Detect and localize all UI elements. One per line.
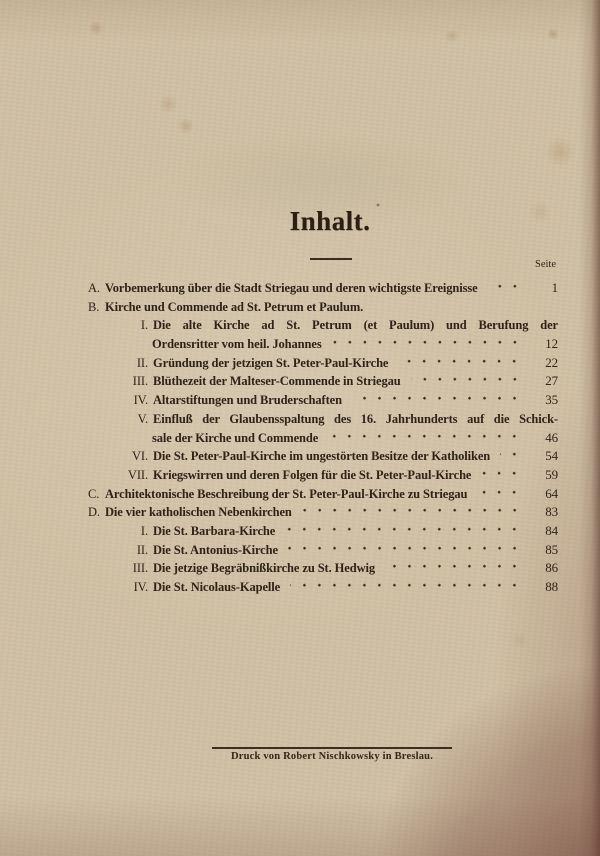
toc-entry-text: Die St. Antonius-Kirche xyxy=(153,542,278,557)
toc-entry-text: Die alte Kirche ad St. Petrum (et Paulum) und Berufung der xyxy=(153,318,558,333)
toc-entry xyxy=(88,391,558,410)
toc-entry-page-number: 1 xyxy=(551,280,558,295)
printer-imprint: Druck von Robert Nischkowsky in Breslau. xyxy=(230,751,434,762)
toc-entry xyxy=(88,335,558,354)
toc-entry-page-number: 54 xyxy=(545,448,558,464)
toc-entry-marker: B. xyxy=(88,299,100,314)
toc-entry xyxy=(88,429,558,448)
dot-leader xyxy=(481,466,524,485)
toc-entry xyxy=(88,298,558,317)
dot-leader xyxy=(477,485,524,504)
toc-entry-text: Die St. Barbara-Kirche xyxy=(153,523,276,538)
dot-leader xyxy=(288,541,524,560)
toc-entry xyxy=(88,503,558,522)
dot-leader xyxy=(398,354,524,373)
dot-leader xyxy=(302,503,524,522)
page-number-column-header: Seite xyxy=(535,259,556,270)
toc-entry xyxy=(88,466,558,485)
toc-entry xyxy=(88,559,558,578)
toc-entry xyxy=(88,316,558,335)
toc-entry-text: Gründung der jetzigen St. Peter-Paul-Kirche xyxy=(153,355,389,370)
toc-entry-page-number: 46 xyxy=(545,429,558,445)
toc-entry-text: Kirche und Commende ad St. Petrum et Paulum. xyxy=(105,299,364,314)
toc-entry xyxy=(88,354,558,373)
toc-entry xyxy=(88,541,558,560)
toc-entry-marker: VI. xyxy=(131,449,148,464)
toc-entry-page-number: 22 xyxy=(545,354,558,370)
toc-entry-marker: IV. xyxy=(133,393,148,408)
toc-entry xyxy=(88,578,558,597)
toc-entry-text: Altarstiftungen und Bruderschaften xyxy=(153,393,342,408)
toc-entry-marker: I. xyxy=(140,318,148,333)
toc-entry-page-number: 59 xyxy=(545,466,558,482)
toc-entry xyxy=(88,372,558,391)
toc-entry-text: Einfluß der Glaubensspaltung des 16. Jahrhunderts auf die Schick- xyxy=(153,411,558,426)
toc-list xyxy=(88,279,558,597)
toc-entry-marker: III. xyxy=(132,561,148,576)
toc-entry xyxy=(88,410,558,429)
toc-entry-page-number: 85 xyxy=(545,541,558,557)
page-title: Inhalt. xyxy=(289,206,371,236)
toc-entry-page-number: 27 xyxy=(545,373,558,389)
title-divider-rule xyxy=(310,258,352,260)
toc-entry-marker: III. xyxy=(132,374,148,389)
toc-entry-page-number: 64 xyxy=(545,485,558,501)
dot-leader xyxy=(385,559,524,578)
dot-leader xyxy=(488,279,524,298)
dot-leader xyxy=(500,447,524,466)
toc-entry xyxy=(88,447,558,466)
dot-leader xyxy=(411,372,524,391)
toc-entry-text: Architektonische Beschreibung der St. Peter-Paul-Kirche zu Striegau xyxy=(105,486,468,501)
toc-entry-text: Ordensritter vom heil. Johannes xyxy=(152,337,322,352)
imprint-divider-rule xyxy=(212,747,452,749)
dot-leader xyxy=(285,522,524,541)
toc-entry-marker: C. xyxy=(88,486,100,501)
toc-entry xyxy=(88,522,558,541)
toc-entry xyxy=(88,485,558,504)
toc-entry-text: sale der Kirche und Commende xyxy=(152,430,319,445)
toc-entry-text: Kriegswirren und deren Folgen für die St. Peter-Paul-Kirche xyxy=(153,467,472,482)
toc-entry-marker: I. xyxy=(140,523,148,538)
toc-entry-text: Die St. Nicolaus-Kapelle xyxy=(153,580,281,594)
dot-leader xyxy=(290,578,524,597)
toc-entry-page-number: 86 xyxy=(545,560,558,576)
toc-entry-marker: D. xyxy=(88,505,100,520)
toc-entry-text: Blüthezeit der Malteser-Commende in Striegau xyxy=(153,374,401,389)
toc-entry-text: Die St. Peter-Paul-Kirche im ungestörten Besitze der Katholiken xyxy=(153,449,491,464)
toc-entry-marker: V. xyxy=(137,411,148,426)
toc-entry-text: Die vier katholischen Nebenkirchen xyxy=(105,505,292,520)
toc-entry-marker: II. xyxy=(136,542,148,557)
toc-entry-text: Vorbemerkung über die Stadt Striegau und deren wichtigste Ereignisse xyxy=(105,281,478,295)
toc-entry-page-number: 35 xyxy=(545,392,558,408)
toc-entry xyxy=(88,279,558,298)
toc-entry-marker: VII. xyxy=(127,467,148,482)
dot-leader xyxy=(352,391,524,410)
dot-leader xyxy=(328,429,524,448)
toc-entry-marker: IV. xyxy=(133,580,148,594)
dot-leader xyxy=(332,335,524,354)
toc-entry-page-number: 88 xyxy=(545,579,558,594)
toc-entry-page-number: 84 xyxy=(545,522,558,538)
toc-entry-page-number: 83 xyxy=(545,504,558,520)
toc-entry-marker: II. xyxy=(136,355,148,370)
toc-entry-page-number: 12 xyxy=(545,336,558,352)
toc-entry-text: Die jetzige Begräbnißkirche zu St. Hedwig xyxy=(153,561,376,576)
toc-entry-marker: A. xyxy=(88,281,100,295)
